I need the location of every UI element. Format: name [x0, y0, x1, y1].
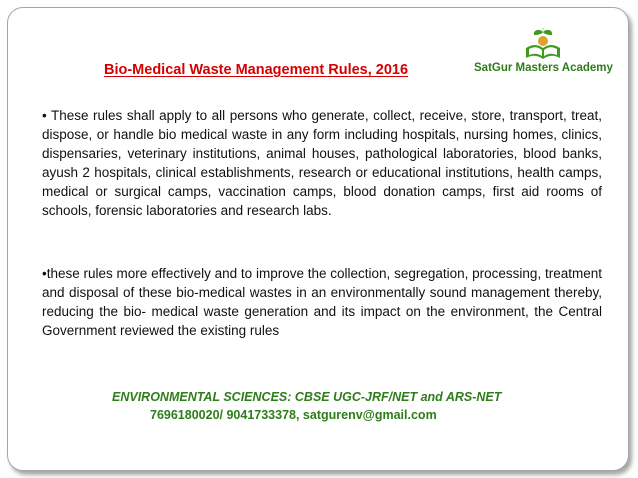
footer-contact: 7696180020/ 9041733378, satgurenv@gmail.com	[150, 408, 437, 422]
slide-title: Bio-Medical Waste Management Rules, 2016	[104, 62, 409, 78]
footer-subject: ENVIRONMENTAL SCIENCES: CBSE UGC-JRF/NET and ARS-NET	[112, 390, 502, 404]
paragraph-scope: • These rules shall apply to all persons who generate, collect, receive, store, transport, treat, dispose, or handle bio medical waste in any form including hospitals, nursing homes, clinics, dispensaries, veterinary institutions, animal houses, pathological laboratories, blood banks, ayush 2 hospitals, clinical establishments, research or educational institutions, health camps, medical or surgical camps, vaccination camps, blood donation camps, first aid rooms of schools, forensic laboratories and research labs.	[42, 108, 602, 218]
paragraph-purpose: •these rules more effectively and to improve the collection, segregation, processing, treatment and disposal of these bio-medical wastes in an environmentally sound management thereby, reducing the bio- medical waste generation and its impact on the environment, the Central Government reviewed the existing rules	[42, 266, 602, 338]
academy-logo-icon	[518, 28, 568, 62]
academy-name: SatGur Masters Academy	[474, 62, 613, 74]
